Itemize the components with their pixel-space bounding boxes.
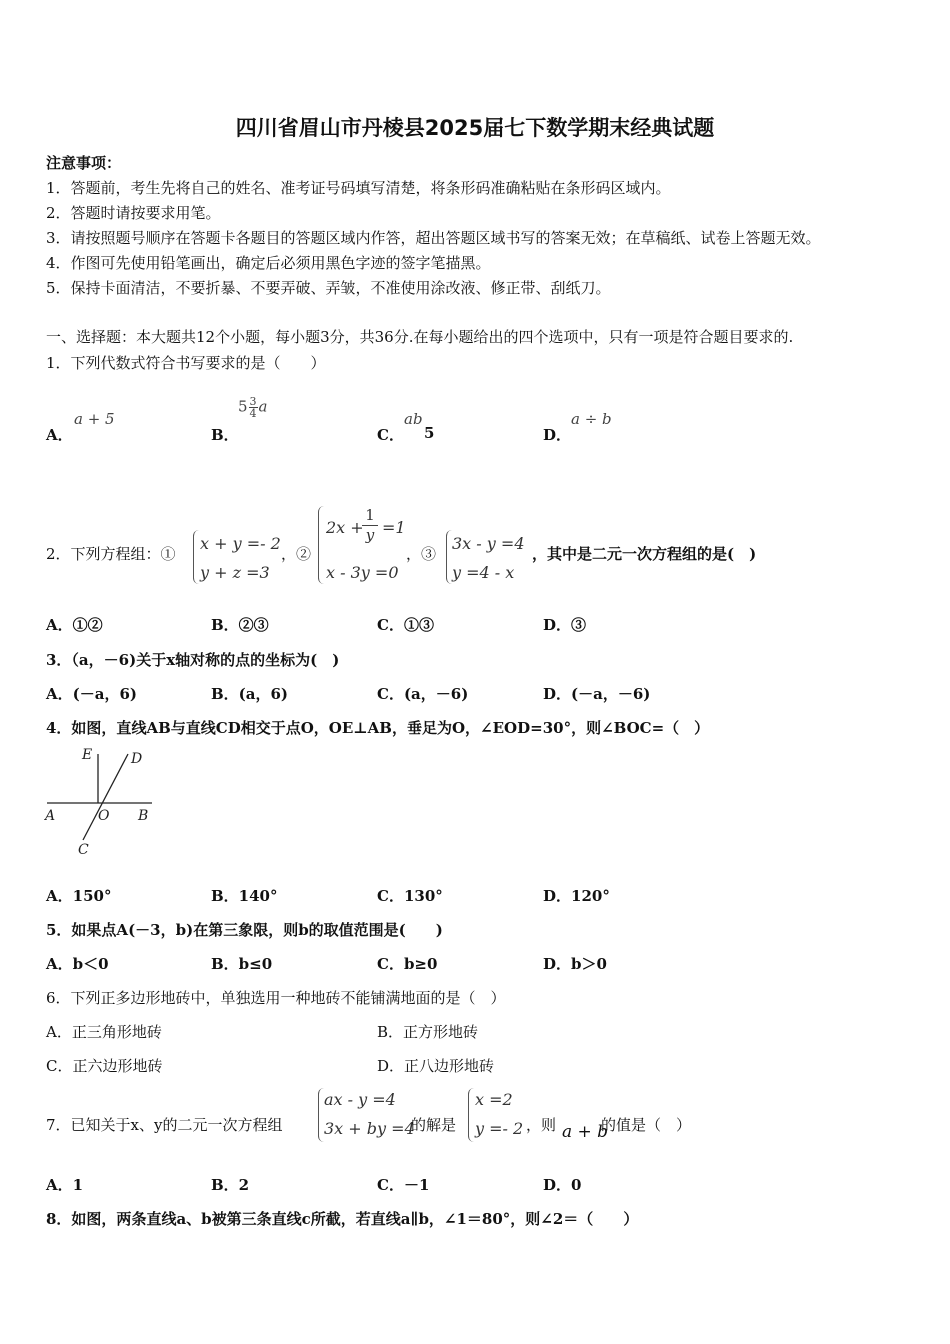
label-e: E: [82, 747, 93, 763]
label-b: B: [138, 808, 149, 824]
q2-system-2-line-2: x - 3y =0: [326, 563, 399, 582]
q2-option-d: D．③: [543, 616, 587, 634]
q4-option-b: B．140°: [211, 887, 278, 905]
q7-option-b: B．2: [211, 1176, 250, 1194]
q2-system-3-line-1: 3x - y =4: [452, 534, 525, 553]
q2-system-2-rhs: =1: [382, 518, 406, 537]
q2-system-2-fraction-numerator: 1: [362, 506, 378, 526]
q7-stem-then: ，则: [526, 1116, 557, 1134]
q2-system-2-lhs: 2x +: [326, 518, 364, 537]
q1-option-d-label: D．: [543, 426, 572, 444]
q2-system-1-line-1: x + y =- 2: [200, 534, 281, 553]
q1-option-b-var: a: [258, 397, 268, 416]
q1-stem: 1．下列代数式符合书写要求的是（ ）: [46, 354, 326, 372]
q4-option-a: A．150°: [46, 887, 112, 905]
q4-option-c: C．130°: [377, 887, 443, 905]
notice-item-5: 5．保持卡面清洁，不要折暴、不要弄破、弄皱，不准使用涂改液、修正带、刮纸刀。: [46, 279, 611, 297]
notice-item-4: 4．作图可先使用铅笔画出，确定后必须用黑色字迹的签字笔描黑。: [46, 254, 491, 272]
q1-option-d-math: a ÷ b: [571, 410, 612, 428]
q2-option-c: C．①③: [377, 616, 434, 634]
q5-option-b: B．b≤0: [211, 955, 273, 973]
label-a: A: [45, 808, 56, 824]
q2-system-2-fraction-denominator: y: [365, 526, 375, 544]
line-cd: [83, 754, 128, 840]
section-1-heading: 一、选择题：本大题共12个小题，每小题3分，共36分.在每小题给出的四个选项中，只有一项是符合题目要求的.: [46, 328, 794, 346]
q1-option-c-label: C．: [377, 426, 404, 444]
q2-system-1-brace: [193, 530, 200, 584]
label-o: O: [98, 808, 110, 824]
q2-system-3-line-2: y =4 - x: [452, 563, 515, 582]
label-d: D: [131, 751, 143, 767]
q1-option-b-label: B．: [211, 426, 239, 444]
q3-option-c: C．(a，－6): [377, 685, 469, 703]
q2-system-1-line-2: y + z =3: [200, 563, 270, 582]
q3-option-d: D．(－a，－6): [543, 685, 651, 703]
q1-option-c-tail: 5: [424, 424, 435, 442]
q5-option-a: A．b＜0: [46, 955, 109, 973]
q7-option-c: C．－1: [377, 1176, 430, 1194]
q1-option-a-label: A．: [46, 426, 73, 444]
q6-option-d: D．正八边形地砖: [377, 1057, 495, 1075]
q7-expression: a + b: [562, 1122, 609, 1142]
q6-stem: 6．下列正多边形地砖中，单独选用一种地砖不能铺满地面的是（ ）: [46, 989, 506, 1007]
page-title: 四川省眉山市丹棱县2025届七下数学期末经典试题: [235, 116, 715, 140]
fraction-denominator: 4: [249, 407, 257, 420]
q2-separator-2: ，③: [406, 545, 437, 563]
notice-heading: 注意事项：: [46, 154, 122, 172]
q3-stem: 3．（a，－6)关于x轴对称的点的坐标为( ): [46, 651, 340, 669]
q7-option-d: D．0: [543, 1176, 582, 1194]
q3-option-b: B．(a，6): [211, 685, 289, 703]
q2-system-2-line-1: [326, 518, 364, 537]
q7-option-a: A．1: [46, 1176, 84, 1194]
notice-item-3: 3．请按照题号顺序在答题卡各题目的答题区域内作答，超出答题区域书写的答案无效；在草稿纸、试卷上答题无效。: [46, 229, 821, 247]
q2-system-2-brace: [318, 506, 325, 584]
q7-stem-start: 7．已知关于x、y的二元一次方程组: [46, 1116, 283, 1134]
q5-option-c: C．b≥0: [377, 955, 438, 973]
q8-stem: 8．如图，两条直线a、b被第三条直线c所截，若直线a∥b，∠1＝80°，则∠2＝（ ）: [46, 1210, 639, 1228]
q5-option-d: D．b＞0: [543, 955, 607, 973]
q3-option-a: A．(－a，6): [46, 685, 137, 703]
q7-system-1-line-2: 3x + by =4: [324, 1119, 415, 1138]
notice-item-2: 2．答题时请按要求用笔。: [46, 204, 221, 222]
q7-stem-end: 的值是（ ）: [601, 1116, 692, 1134]
q6-option-b: B．正方形地砖: [377, 1023, 479, 1041]
q2-system-2-fraction: [362, 506, 378, 545]
q2-stem-start: 2．下列方程组：①: [46, 545, 176, 563]
q5-stem: 5．如果点A(－3，b)在第三象限，则b的取值范围是( ): [46, 921, 443, 939]
q7-stem-mid: 的解是: [411, 1116, 457, 1134]
notice-item-1: 1．答题前，考生先将自己的姓名、准考证号码填写清楚，将条形码准确粘贴在条形码区域内。: [46, 179, 671, 197]
fraction-numerator: 3: [249, 395, 257, 408]
q4-option-d: D．120°: [543, 887, 610, 905]
q7-system-2-brace: [468, 1088, 475, 1142]
q6-option-a: A．正三角形地砖: [46, 1023, 162, 1041]
q1-option-a-math: a + 5: [74, 410, 115, 428]
q2-separator-1: ，②: [281, 545, 312, 563]
q7-system-1-line-1: ax - y =4: [324, 1090, 396, 1109]
q1-option-b-whole: 5: [238, 397, 248, 416]
q2-option-b: B．②③: [211, 616, 269, 634]
q7-system-2-line-1: x =2: [475, 1090, 513, 1109]
label-c: C: [78, 842, 89, 858]
q1-option-b-fraction: [249, 396, 258, 419]
q7-system-2-line-2: y =- 2: [475, 1119, 524, 1138]
q2-option-a: A．①②: [46, 616, 103, 634]
q6-option-c: C．正六边形地砖: [46, 1057, 163, 1075]
q1-option-b-math: [238, 396, 268, 419]
q4-figure: [40, 740, 170, 865]
q4-stem: 4．如图，直线AB与直线CD相交于点O，OE⊥AB，垂足为O，∠EOD=30°，则∠BOC=（ ）: [46, 719, 710, 737]
q2-stem-end: ，其中是二元一次方程组的是( ): [532, 545, 757, 563]
q1-option-c-math: ab: [404, 410, 423, 428]
